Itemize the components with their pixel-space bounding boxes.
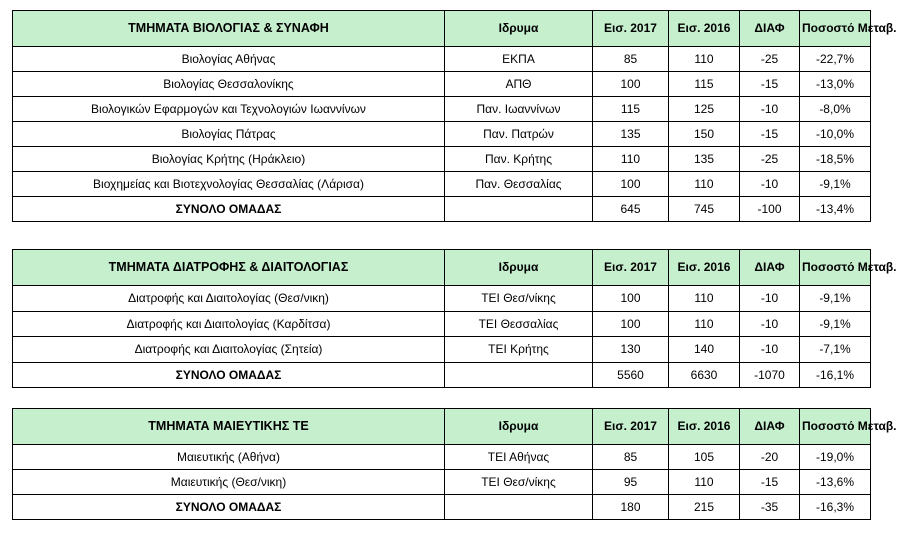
percent-change-value: -13,0% bbox=[800, 72, 871, 97]
table-row bbox=[13, 72, 871, 97]
percent-change-value: -7,1% bbox=[800, 337, 871, 363]
intake-2016-value: 110 bbox=[669, 286, 740, 312]
percent-change-value: -9,1% bbox=[800, 311, 871, 337]
intake-2016-value: 110 bbox=[669, 172, 740, 197]
percent-change-value: -22,7% bbox=[800, 47, 871, 72]
difference-value: -10 bbox=[740, 286, 800, 312]
header-institution: Ιδρυμα bbox=[445, 409, 593, 445]
total-percent-change: -16,1% bbox=[800, 362, 871, 388]
difference-value: -15 bbox=[740, 72, 800, 97]
header-percent-change: Ποσοστό Μεταβ. bbox=[800, 409, 871, 445]
intake-2017-value: 100 bbox=[593, 72, 669, 97]
header-percent-change: Ποσοστό Μεταβ. bbox=[800, 250, 871, 286]
percent-change-value: -9,1% bbox=[800, 172, 871, 197]
intake-2016-value: 135 bbox=[669, 147, 740, 172]
difference-value: -15 bbox=[740, 122, 800, 147]
table-row bbox=[13, 172, 871, 197]
table-row bbox=[13, 47, 871, 72]
table-row bbox=[13, 147, 871, 172]
difference-value: -20 bbox=[740, 445, 800, 470]
total-percent-change: -16,3% bbox=[800, 495, 871, 520]
nutrition-group-table bbox=[12, 249, 897, 388]
institution-name: ΤΕΙ Κρήτης bbox=[445, 337, 593, 363]
total-difference: -1070 bbox=[740, 362, 800, 388]
intake-2017-value: 85 bbox=[593, 47, 669, 72]
header-percent-change: Ποσοστό Μεταβ. bbox=[800, 11, 871, 47]
group-title: ΤΜΗΜΑΤΑ ΔΙΑΤΡΟΦΗΣ & ΔΙΑΙΤΟΛΟΓΙΑΣ bbox=[13, 250, 445, 286]
header-intake-2016: Εισ. 2016 bbox=[669, 11, 740, 47]
total-intake-2016: 6630 bbox=[669, 362, 740, 388]
total-intake-2017: 5560 bbox=[593, 362, 669, 388]
department-name: Μαιευτικής (Αθήνα) bbox=[13, 445, 445, 470]
department-name: Βιοχημείας και Βιοτεχνολογίας Θεσσαλίας (Λάρισα) bbox=[13, 172, 445, 197]
table-row bbox=[13, 337, 871, 363]
header-intake-2017: Εισ. 2017 bbox=[593, 409, 669, 445]
midwifery-group-table bbox=[12, 408, 897, 520]
group-title: ΤΜΗΜΑΤΑ ΜΑΙΕΥΤΙΚΗΣ ΤΕ bbox=[13, 409, 445, 445]
difference-value: -15 bbox=[740, 470, 800, 495]
intake-2016-value: 110 bbox=[669, 47, 740, 72]
table-row bbox=[13, 311, 871, 337]
header-institution: Ιδρυμα bbox=[445, 11, 593, 47]
header-difference: ΔΙΑΦ bbox=[740, 250, 800, 286]
table-row bbox=[13, 97, 871, 122]
total-intake-2017: 180 bbox=[593, 495, 669, 520]
intake-2016-value: 125 bbox=[669, 97, 740, 122]
department-name: Βιολογικών Εφαρμογών και Τεχνολογιών Ιωαννίνων bbox=[13, 97, 445, 122]
group-header-row bbox=[13, 250, 871, 286]
percent-change-value: -19,0% bbox=[800, 445, 871, 470]
header-difference: ΔΙΑΦ bbox=[740, 409, 800, 445]
intake-2016-value: 110 bbox=[669, 470, 740, 495]
intake-2017-value: 100 bbox=[593, 311, 669, 337]
intake-2017-value: 115 bbox=[593, 97, 669, 122]
group-header-row bbox=[13, 409, 871, 445]
group-total-row bbox=[13, 495, 871, 520]
total-percent-change: -13,4% bbox=[800, 197, 871, 222]
table-row bbox=[13, 286, 871, 312]
header-institution: Ιδρυμα bbox=[445, 250, 593, 286]
table-row bbox=[13, 470, 871, 495]
intake-2017-value: 135 bbox=[593, 122, 669, 147]
department-name: Βιολογίας Πάτρας bbox=[13, 122, 445, 147]
intake-2016-value: 140 bbox=[669, 337, 740, 363]
department-name: Βιολογίας Κρήτης (Ηράκλειο) bbox=[13, 147, 445, 172]
header-intake-2016: Εισ. 2016 bbox=[669, 250, 740, 286]
institution-name: Παν. Πατρών bbox=[445, 122, 593, 147]
percent-change-value: -9,1% bbox=[800, 286, 871, 312]
intake-2016-value: 150 bbox=[669, 122, 740, 147]
total-difference: -100 bbox=[740, 197, 800, 222]
institution-name: ΑΠΘ bbox=[445, 72, 593, 97]
total-label: ΣΥΝΟΛΟ ΟΜΑΔΑΣ bbox=[13, 362, 445, 388]
department-name: Βιολογίας Θεσσαλονίκης bbox=[13, 72, 445, 97]
department-name: Διατροφής και Διαιτολογίας (Σητεία) bbox=[13, 337, 445, 363]
institution-name: ΤΕΙ Αθήνας bbox=[445, 445, 593, 470]
difference-value: -25 bbox=[740, 47, 800, 72]
intake-2016-value: 110 bbox=[669, 311, 740, 337]
intake-2017-value: 95 bbox=[593, 470, 669, 495]
intake-2017-value: 100 bbox=[593, 286, 669, 312]
intake-2017-value: 110 bbox=[593, 147, 669, 172]
group-total-row bbox=[13, 197, 871, 222]
intake-2017-value: 100 bbox=[593, 172, 669, 197]
institution-name: Παν. Κρήτης bbox=[445, 147, 593, 172]
institution-name: Παν. Θεσσαλίας bbox=[445, 172, 593, 197]
department-name: Μαιευτικής (Θεσ/νικη) bbox=[13, 470, 445, 495]
total-institution-empty bbox=[445, 362, 593, 388]
institution-name: ΕΚΠΑ bbox=[445, 47, 593, 72]
biology-group-table bbox=[12, 10, 897, 222]
difference-value: -25 bbox=[740, 147, 800, 172]
total-institution-empty bbox=[445, 197, 593, 222]
difference-value: -10 bbox=[740, 337, 800, 363]
percent-change-value: -18,5% bbox=[800, 147, 871, 172]
difference-value: -10 bbox=[740, 311, 800, 337]
difference-value: -10 bbox=[740, 97, 800, 122]
total-difference: -35 bbox=[740, 495, 800, 520]
table-row bbox=[13, 122, 871, 147]
intake-2016-value: 105 bbox=[669, 445, 740, 470]
header-difference: ΔΙΑΦ bbox=[740, 11, 800, 47]
percent-change-value: -10,0% bbox=[800, 122, 871, 147]
institution-name: ΤΕΙ Θεσ/νίκης bbox=[445, 470, 593, 495]
difference-value: -10 bbox=[740, 172, 800, 197]
department-name: Βιολογίας Αθήνας bbox=[13, 47, 445, 72]
institution-name: ΤΕΙ Θεσ/νίκης bbox=[445, 286, 593, 312]
total-label: ΣΥΝΟΛΟ ΟΜΑΔΑΣ bbox=[13, 495, 445, 520]
department-name: Διατροφής και Διαιτολογίας (Θεσ/νικη) bbox=[13, 286, 445, 312]
total-intake-2017: 645 bbox=[593, 197, 669, 222]
institution-name: ΤΕΙ Θεσσαλίας bbox=[445, 311, 593, 337]
header-intake-2016: Εισ. 2016 bbox=[669, 409, 740, 445]
table-row bbox=[13, 445, 871, 470]
intake-2017-value: 85 bbox=[593, 445, 669, 470]
header-intake-2017: Εισ. 2017 bbox=[593, 11, 669, 47]
total-intake-2016: 745 bbox=[669, 197, 740, 222]
total-institution-empty bbox=[445, 495, 593, 520]
intake-2017-value: 130 bbox=[593, 337, 669, 363]
institution-name: Παν. Ιωαννίνων bbox=[445, 97, 593, 122]
group-total-row bbox=[13, 362, 871, 388]
percent-change-value: -8,0% bbox=[800, 97, 871, 122]
department-name: Διατροφής και Διαιτολογίας (Καρδίτσα) bbox=[13, 311, 445, 337]
intake-2016-value: 115 bbox=[669, 72, 740, 97]
group-title: ΤΜΗΜΑΤΑ ΒΙΟΛΟΓΙΑΣ & ΣΥΝΑΦΗ bbox=[13, 11, 445, 47]
group-header-row bbox=[13, 11, 871, 47]
total-intake-2016: 215 bbox=[669, 495, 740, 520]
total-label: ΣΥΝΟΛΟ ΟΜΑΔΑΣ bbox=[13, 197, 445, 222]
percent-change-value: -13,6% bbox=[800, 470, 871, 495]
header-intake-2017: Εισ. 2017 bbox=[593, 250, 669, 286]
